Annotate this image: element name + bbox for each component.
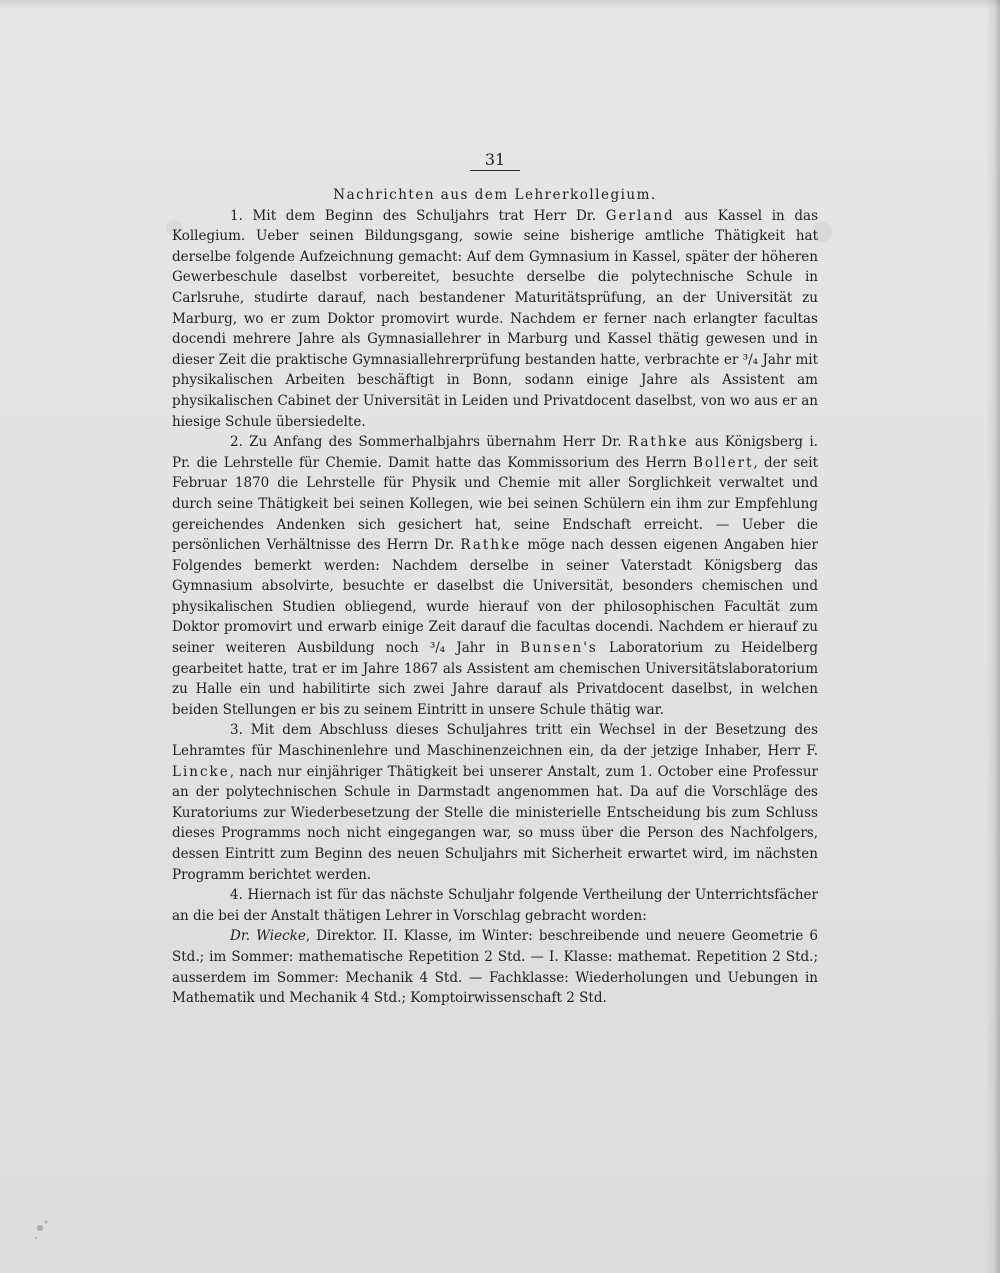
paragraph-gerland: 1. Mit dem Beginn des Schuljahrs trat Herr Dr. Gerland aus Kassel in das Kollegium. Ueber seinen Bildungsgang, sowie seine bisherige amtliche Thätigkeit hat derselbe folgende Aufzeichnung gemacht: Auf dem Gymnasium in Kassel, später der höheren Gewerbeschule daselbst vorbereitet, besuchte derselbe die polytechnische Schule in Carlsruhe, studirte darauf, nach bestandener Maturitätsprüfung, an der Universität zu Marburg, wo er zum Doktor promovirt wurde. Nachdem er ferner nach erlangter facultas docendi mehrere Jahre als Gymnasiallehrer in Marburg und Kassel thätig gewesen und in dieser Zeit die praktische Gymnasiallehrerprüfung bestanden hatte, verbrachte er ³/₄ Jahr mit physikalischen Arbeiten beschäftigt in Bonn, sodann einige Jahre als Assistent am physikalischen Cabinet der Universität in Leiden und Privatdocent daselbst, von wo aus er an hiesige Schule übersiedelte. (172, 207, 819, 430)
person-name: Gerland (605, 207, 675, 224)
paragraph-wiecke: Dr. Wiecke, Direktor. II. Klasse, im Winter: beschreibende und neuere Geometrie 6 Std.; im Sommer: mathematische Repetition 2 Std. — I. Klasse: mathemat. Repetition 2 Std.; ausserdem im Sommer: Mechanik 4 Std. — Fachklasse: Wiederholungen und Uebungen in Mathematik und Mechanik 4 Std.; Komptoirwissenschaft 2 Std. (172, 928, 818, 1007)
page-number: 31 (172, 150, 818, 171)
document-text (172, 150, 818, 1009)
person-name: Lincke (172, 763, 230, 780)
person-name: Rathke (627, 434, 689, 451)
person-name: Bunsen's (520, 640, 598, 657)
person-name: Rathke (460, 537, 522, 554)
person-name: Bollert (692, 454, 754, 471)
paragraph-lincke: 3. Mit dem Abschluss dieses Schuljahres tritt ein Wechsel in der Besetzung des Lehramtes für Maschinenlehre und Maschinenzeichnen ein, da der jetzige Inhaber, Herr F. Lincke, nach nur einjähriger Thätigkeit bei unserer Anstalt, zum 1. October eine Professur an der polytechnischen Schule in Darmstadt angenommen hat. Da auf die Vorschläge des Kuratoriums zur Wiederbesetzung der Stelle die ministerielle Entscheidung bis zum Schluss dieses Programms noch nicht eingegangen war, so muss über die Person des Nachfolgers, dessen Eintritt zum Beginn des neuen Schuljahrs mit Sicherheit erwartet wird, im nächsten Programm berichtet werden. (172, 722, 818, 883)
person-name: Dr. Wiecke (230, 928, 306, 945)
paragraph-rathke: 2. Zu Anfang des Sommerhalbjahrs übernahm Herr Dr. Rathke aus Königsberg i. Pr. die Lehrstelle für Chemie. Damit hatte das Kommissorium des Herrn Bollert, der seit Februar 1870 die Lehrstelle für Physik und Chemie mit aller Sorglichkeit verwaltet und durch seine Thätigkeit bei seinen Kollegen, wie bei seinen Schülern ein ihm zur Empfehlung gereichendes Andenken sich gesichert hat, seine Endschaft erreicht. — Ueber die persönlichen Verhältnisse des Herrn Dr. Rathke möge nach dessen eigenen Angaben hier Folgendes bemerkt werden: Nachdem derselbe in seiner Vaterstadt Königsberg das Gymnasium absolvirte, besuchte er daselbst die Universität, besonders chemischen und physikalischen Studien obliegend, wurde hierauf von der philosophischen Facultät zum Doktor promovirt und erwarb einige Zeit darauf die facultas docendi. Nachdem er hierauf zu seiner weiteren Ausbildung noch ³/₄ Jahr in Bunsen's Laboratorium zu Heidelberg gearbeitet hatte, trat er im Jahre 1867 als Assistent am chemischen Universitätslaboratorium zu Halle ein und habilitirte sich zwei Jahre darauf als Privatdocent daselbst, in welchen beiden Stellungen er bis zu seinem Eintritt in unsere Schule thätig war. (172, 434, 819, 718)
paragraph-distribution: 4. Hiernach ist für das nächste Schuljahr folgende Vertheilung der Unterrichtsfächer an die bei der Anstalt thätigen Lehrer in Vorschlag gebracht worden: (172, 887, 818, 924)
section-heading: Nachrichten aus dem Lehrerkollegium. (333, 187, 657, 203)
